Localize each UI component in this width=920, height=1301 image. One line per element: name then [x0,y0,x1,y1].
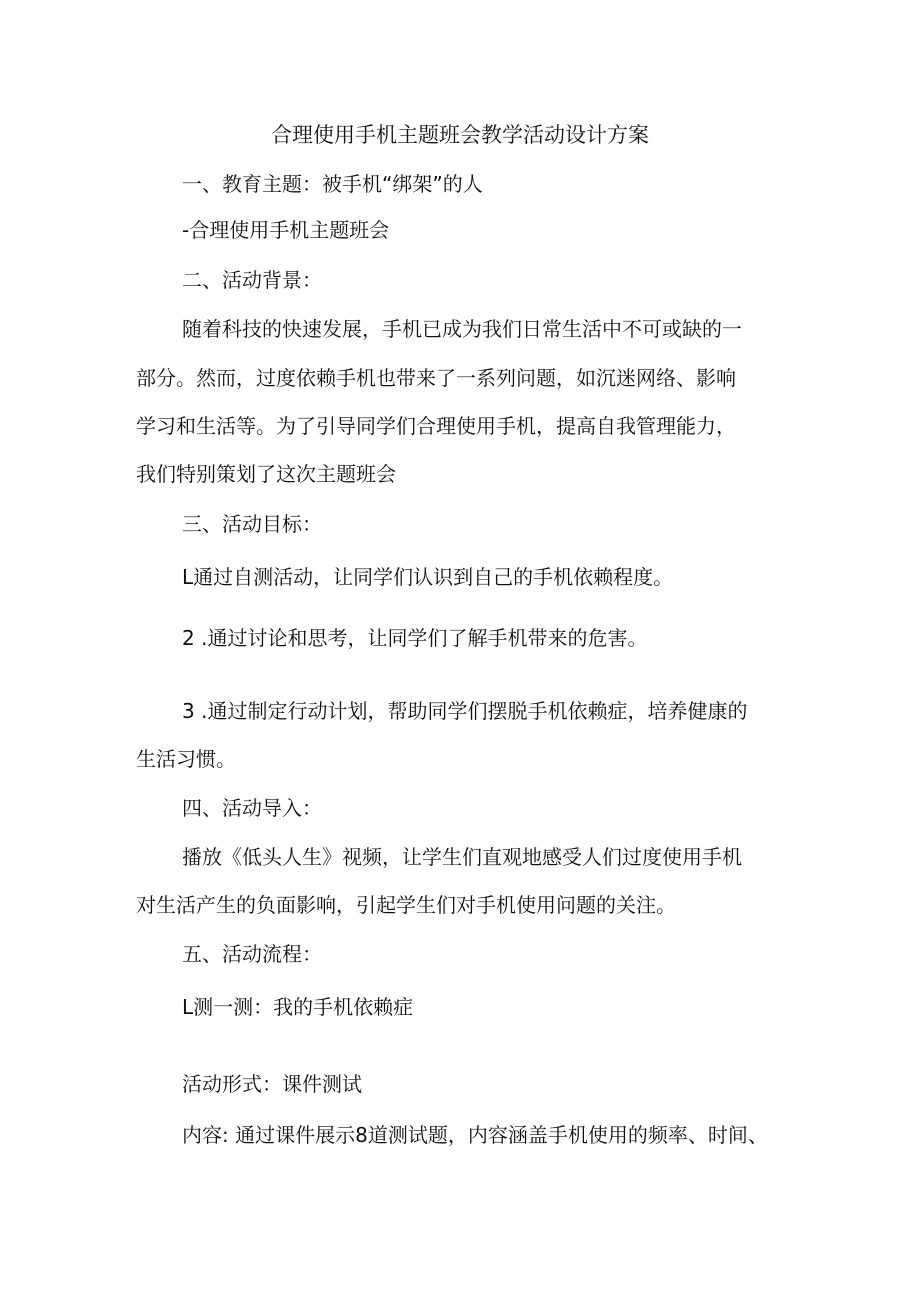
activity-form-line: 活动形式：课件测试 [182,1072,362,1096]
paragraph-line: 随着科技的快速发展，手机已成为我们日常生活中不可或缺的一 [182,317,742,341]
paragraph-line: 对生活产生的负面影响，引起学生们对手机使用问题的关注。 [136,893,676,917]
section-heading-background: 二、活动背景： [182,268,322,292]
section-heading-process: 五、活动流程： [182,942,322,966]
paragraph-line: 生活习惯。 [136,747,236,771]
content-line: 内容: 通过课件展示8道测试题，内容涵盖手机使用的频率、时间、 [182,1123,768,1147]
paragraph-line: 我们特别策划了这次主题班会 [136,462,396,486]
goal-item-2: 2 .通过讨论和思考，让同学们了解手机带来的危害。 [182,626,648,650]
section-heading-theme: 一、教育主题：被手机“绑架”的人 [182,172,483,196]
goal-item-1: L通过自测活动，让同学们认识到自己的手机依赖程度。 [182,565,674,589]
paragraph-line: 学习和生活等。为了引导同学们合理使用手机，提高自我管理能力， [136,414,736,438]
document-title: 合理使用手机主题班会教学活动设计方案 [271,123,649,147]
paragraph-line: 部分。然而，过度依赖手机也带来了一系列问题，如沉迷网络、影响 [136,366,736,390]
subtitle-line: -合理使用手机主题班会 [182,218,390,242]
section-heading-goals: 三、活动目标： [182,512,322,536]
process-step-1: L测一测：我的手机依赖症 [182,995,414,1019]
section-heading-intro: 四、活动导入： [182,796,322,820]
paragraph-line: 播放《低头人生》视频，让学生们直观地感受人们过度使用手机 [182,845,742,869]
goal-item-3: 3 .通过制定行动计划，帮助同学们摆脱手机依赖症，培养健康的 [182,699,748,723]
